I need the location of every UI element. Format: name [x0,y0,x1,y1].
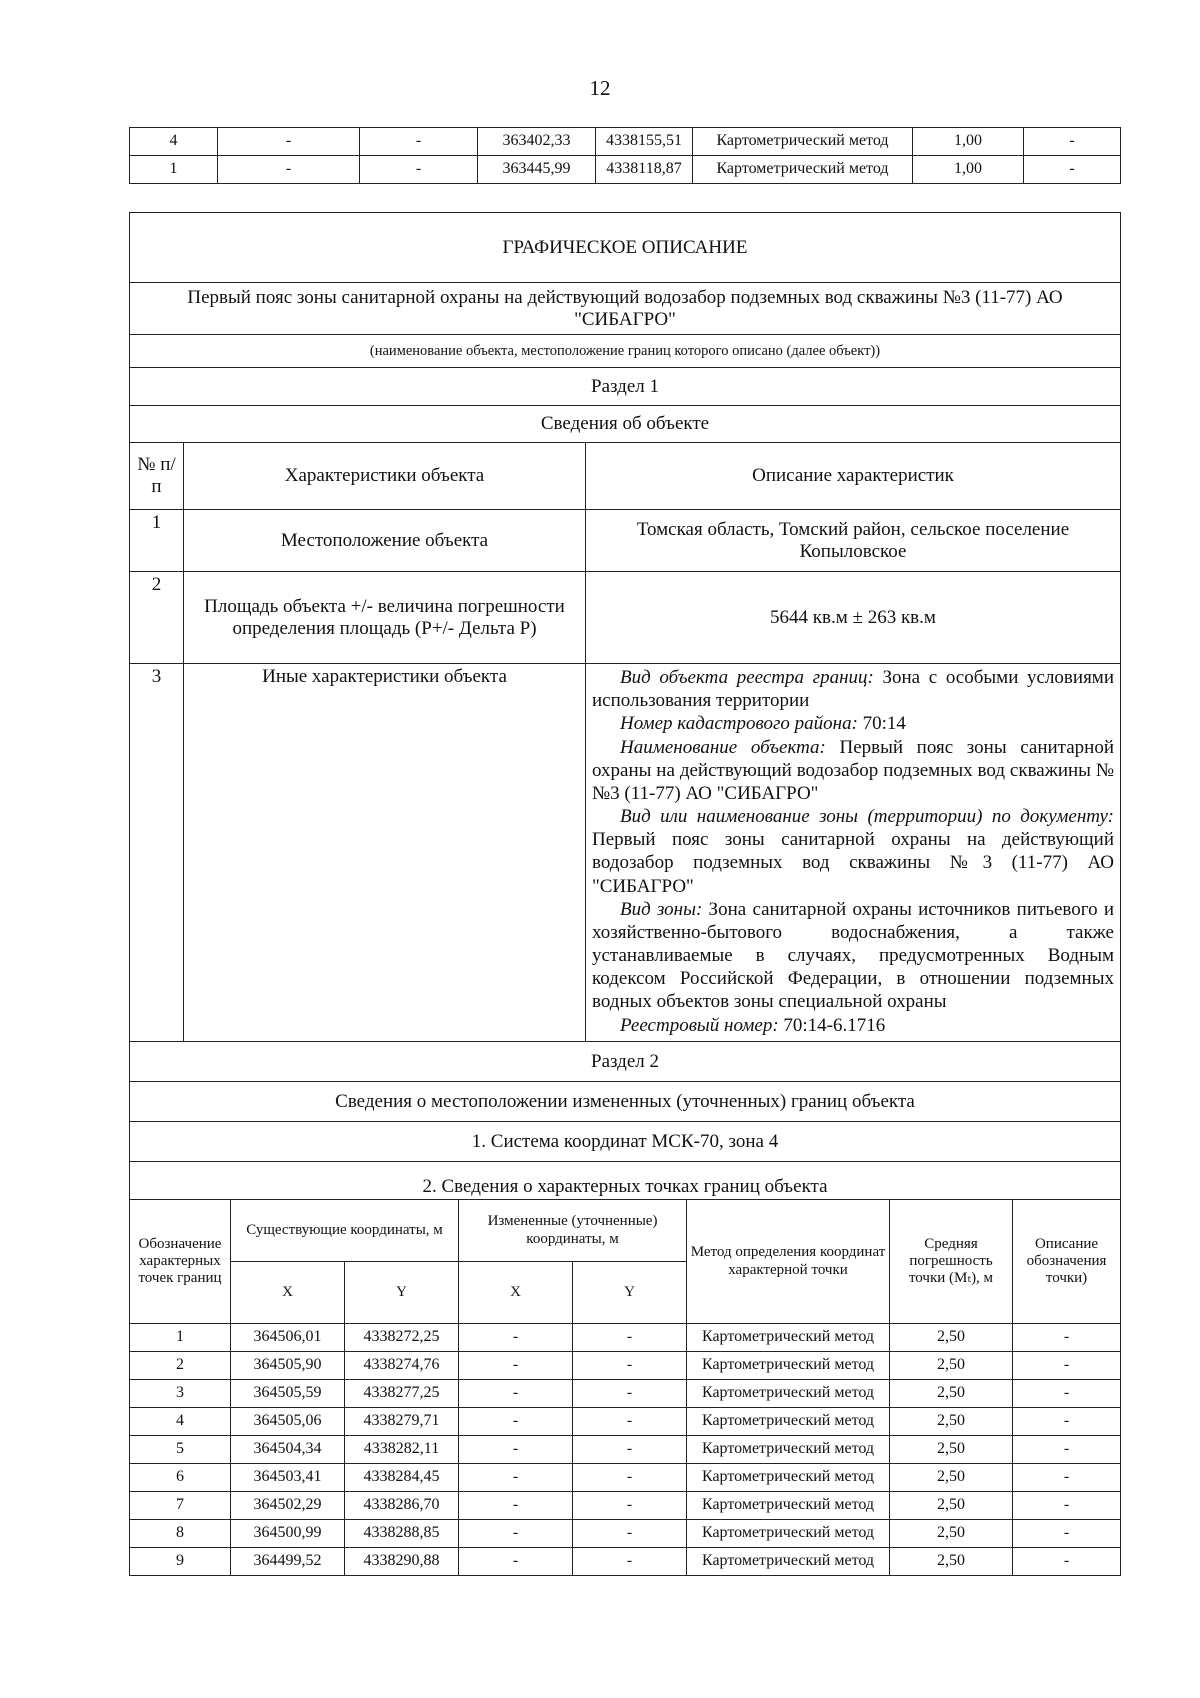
table-cell: 4338282,11 [345,1436,459,1464]
table-cell: 2 [130,1352,231,1380]
characteristic-entry [592,736,1114,806]
table-cell: - [360,128,478,156]
table-cell: 4338274,76 [345,1352,459,1380]
table-cell: - [459,1436,573,1464]
characteristic-entry [592,712,1114,735]
table-row [130,1408,1121,1436]
table-cell: 4338155,51 [596,128,693,156]
table-cell: - [1013,1464,1121,1492]
table-cell: 8 [130,1520,231,1548]
table-cell: 4338288,85 [345,1520,459,1548]
table-cell: 4338118,87 [596,156,693,184]
section2-subtitle: Сведения о местоположении измененных (уточненных) границ объекта [130,1082,1121,1122]
table-cell: Картометрический метод [693,156,913,184]
table-cell: - [1013,1548,1121,1576]
table-cell: Картометрический метод [687,1408,890,1436]
table-cell: Картометрический метод [687,1464,890,1492]
table-cell: - [573,1436,687,1464]
row-value: 5644 кв.м ± 263 кв.м [586,572,1121,664]
table-cell: Картометрический метод [687,1492,890,1520]
table-cell: - [459,1408,573,1436]
table-cell: 3 [130,1380,231,1408]
table-cell: - [218,156,360,184]
header-existing-y: Y [345,1262,459,1324]
points-title: 2. Сведения о характерных точках границ объекта [130,1162,1121,1200]
table-cell: - [459,1520,573,1548]
characteristic-entry [592,898,1114,1014]
table-cell: 6 [130,1464,231,1492]
col-number-header: № п/п [130,443,184,510]
table-cell: - [459,1492,573,1520]
table-cell: 2,50 [890,1408,1013,1436]
table-row [130,1380,1121,1408]
object-name: Первый пояс зоны санитарной охраны на действующий водозабор подземных вод скважины №3 (11-77) АО "СИБАГРО" [130,283,1121,335]
table-cell: - [459,1352,573,1380]
characteristic-text: 70:14-6.1716 [778,1014,886,1036]
characteristic-label: Реестровый номер: [620,1014,779,1036]
other-characteristics [586,664,1121,1042]
page-number: 12 [589,76,611,100]
table-cell: - [573,1324,687,1352]
table-row [130,156,1121,184]
boundary-points-table [129,1199,1121,1576]
table-cell: 4338279,71 [345,1408,459,1436]
table-cell: Картометрический метод [687,1352,890,1380]
header-method: Метод определения координат характерной точки [687,1200,890,1324]
table-cell: - [459,1548,573,1576]
table-cell: - [573,1352,687,1380]
table-cell: 2,50 [890,1492,1013,1520]
row-name: Иные характеристики объекта [184,664,586,1042]
characteristic-label: Вид зоны: [620,898,703,920]
characteristic-text: Зона с особыми условиями использования территории [592,667,1114,712]
table-cell: 4338277,25 [345,1380,459,1408]
row-number: 1 [130,510,184,572]
table-cell: - [1013,1436,1121,1464]
characteristic-text: 70:14 [857,713,906,735]
table-cell: 1 [130,156,218,184]
table-cell: - [1024,156,1121,184]
header-changed-y: Y [573,1262,687,1324]
table-cell: Картометрический метод [687,1324,890,1352]
table-row [130,1520,1121,1548]
col-description-header: Описание характеристик [586,443,1121,510]
table-cell: 2,50 [890,1548,1013,1576]
table-cell: 4338284,45 [345,1464,459,1492]
table-cell: 364505,90 [231,1352,345,1380]
table-cell: Картометрический метод [687,1436,890,1464]
header-changed-x: X [459,1262,573,1324]
table-cell: - [459,1464,573,1492]
table-cell: 2,50 [890,1380,1013,1408]
points-table-body [130,1324,1121,1576]
table-cell: - [459,1380,573,1408]
table-cell: - [1013,1380,1121,1408]
header-point-description: Описание обозначения точки) [1013,1200,1121,1324]
table-cell: - [573,1492,687,1520]
row-name: Площадь объекта +/- величина погрешности определения площадь (P+/- Дельта P) [184,572,586,664]
header-existing-x: X [231,1262,345,1324]
table-cell: - [1013,1408,1121,1436]
table-cell: - [1013,1520,1121,1548]
table-cell: - [1013,1492,1121,1520]
table-row [130,1352,1121,1380]
coordinate-system: 1. Система координат МСК-70, зона 4 [130,1122,1121,1162]
table-cell: - [360,156,478,184]
table-cell: 363402,33 [478,128,596,156]
top-table-body [130,128,1121,184]
row-number: 3 [130,664,184,1042]
table-cell: - [1013,1324,1121,1352]
table-cell: 363445,99 [478,156,596,184]
table-row [130,1492,1121,1520]
table-cell: - [573,1380,687,1408]
object-name-caption: (наименование объекта, местоположение границ которого описано (далее объект)) [130,335,1121,368]
table-cell: - [1013,1352,1121,1380]
characteristic-label: Вид или наименование зоны (территории) по документу: [620,806,1114,828]
table-cell: 4338290,88 [345,1548,459,1576]
characteristic-entry [592,666,1114,712]
table-cell: 2,50 [890,1464,1013,1492]
table-cell: - [573,1548,687,1576]
table-cell: Картометрический метод [687,1380,890,1408]
header-changed-coordinates: Измененные (уточненные) координаты, м [459,1200,687,1262]
table-cell: 364503,41 [231,1464,345,1492]
table-cell: - [573,1520,687,1548]
table-cell: Картометрический метод [693,128,913,156]
table-cell: 2,50 [890,1520,1013,1548]
row-number: 2 [130,572,184,664]
table-row [130,1436,1121,1464]
table-cell: 1,00 [913,128,1024,156]
characteristic-text: Первый пояс зоны санитарной охраны на действующий водозабор подземных вод скважины №№3 (11-77) АО "СИБАГРО" [592,736,1114,804]
table-cell: 364504,34 [231,1436,345,1464]
graphic-description-table [129,212,1121,1200]
table-cell: - [573,1464,687,1492]
header-designation: Обозначение характерных точек границ [130,1200,231,1324]
section1-subtitle: Сведения об объекте [130,406,1121,443]
table-cell: - [573,1408,687,1436]
table-cell: 2,50 [890,1324,1013,1352]
table-cell: 7 [130,1492,231,1520]
characteristic-entry [592,805,1114,898]
table-cell: 9 [130,1548,231,1576]
table-cell: 4338286,70 [345,1492,459,1520]
characteristic-entry [592,1014,1114,1037]
table-cell: Картометрический метод [687,1520,890,1548]
document-title: ГРАФИЧЕСКОЕ ОПИСАНИЕ [130,213,1121,283]
table-cell: 1 [130,1324,231,1352]
table-cell: 2,50 [890,1352,1013,1380]
table-cell: 4338272,25 [345,1324,459,1352]
header-error: Средняя погрешность точки (Mₜ), м [890,1200,1013,1324]
row-name: Местоположение объекта [184,510,586,572]
table-cell: 364499,52 [231,1548,345,1576]
table-cell: 4 [130,1408,231,1436]
table-cell: 364505,06 [231,1408,345,1436]
table-row [130,1324,1121,1352]
characteristic-text: Первый пояс зоны санитарной охраны на действующий водозабор подземных вод скважины №3 (11-77) АО "СИБАГРО" [592,829,1114,897]
section2-title: Раздел 2 [130,1042,1121,1082]
characteristic-label: Вид объекта реестра границ: [620,667,874,688]
table-cell: 364502,29 [231,1492,345,1520]
table-row [130,1464,1121,1492]
table-cell: - [218,128,360,156]
table-cell: 4 [130,128,218,156]
table-cell: 364506,01 [231,1324,345,1352]
table-row [130,1548,1121,1576]
characteristic-label: Наименование объекта: [620,736,826,758]
table-row [130,128,1121,156]
col-characteristics-header: Характеристики объекта [184,443,586,510]
table-cell: 5 [130,1436,231,1464]
table-cell: - [459,1324,573,1352]
header-existing-coordinates: Существующие координаты, м [231,1200,459,1262]
table-cell: 2,50 [890,1436,1013,1464]
top-coordinates-table [129,127,1121,184]
table-cell: 364500,99 [231,1520,345,1548]
row-value: Томская область, Томский район, сельское поселение Копыловское [586,510,1121,572]
table-cell: 1,00 [913,156,1024,184]
characteristic-text: Зона санитарной охраны источников питьевого и хозяйственно-бытового водоснабжения, а также устанавливаемые в случаях, предусмотренных Водным кодексом Российской Федерации, в отношении подземных водных объектов зоны специальной охраны [592,898,1115,1013]
characteristic-label: Номер кадастрового района: [620,713,858,735]
table-cell: 364505,59 [231,1380,345,1408]
table-cell: - [1024,128,1121,156]
table-cell: Картометрический метод [687,1548,890,1576]
section1-title: Раздел 1 [130,368,1121,406]
